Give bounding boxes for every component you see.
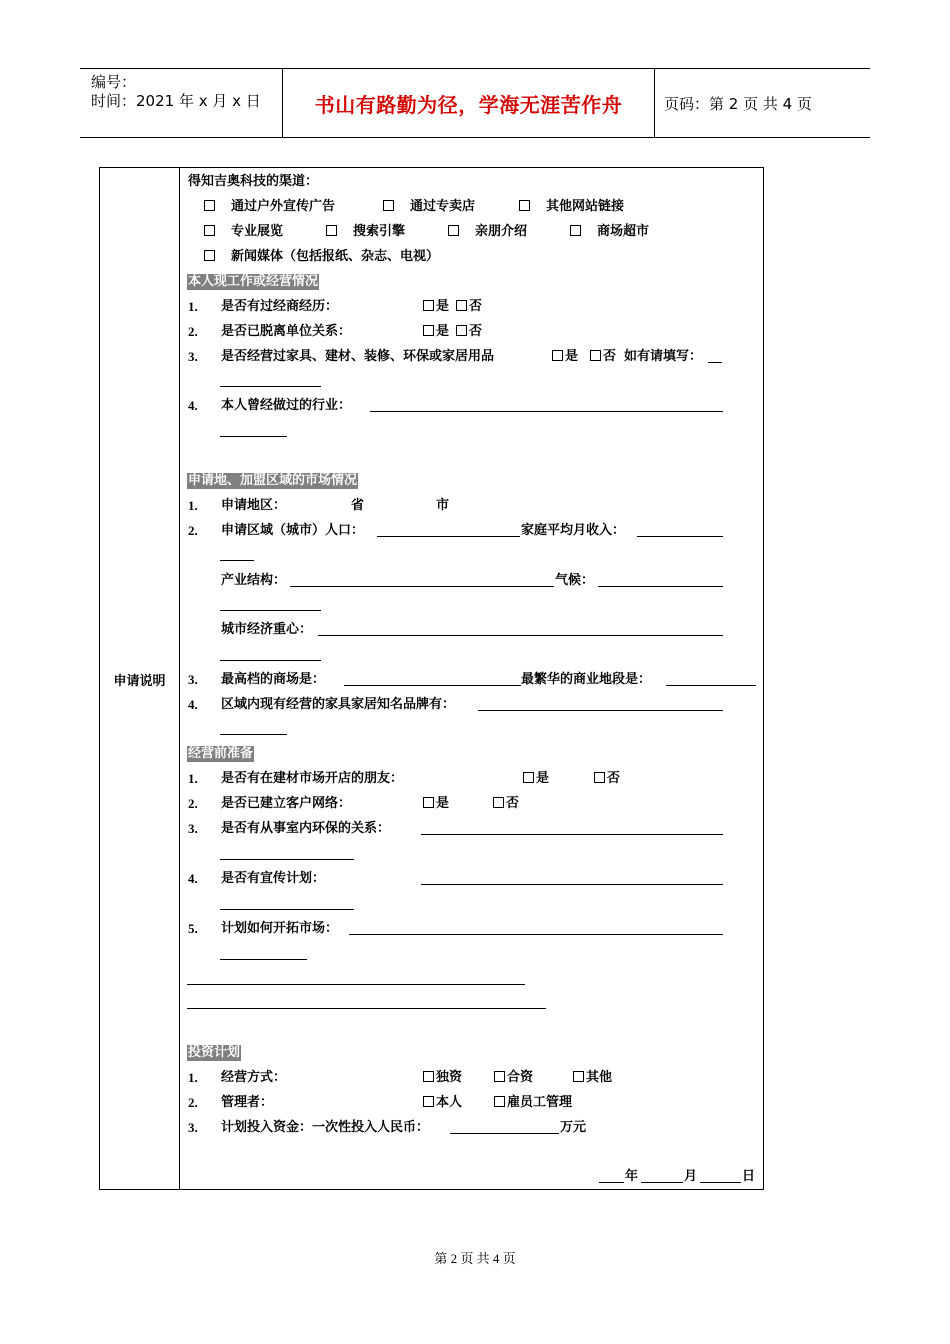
checkbox-icon[interactable] (423, 797, 434, 808)
question-label: 是否经营过家具、建材、装修、环保或家居用品 (221, 349, 495, 364)
question-label: 是否已脱离单位关系： (221, 324, 352, 339)
fill-line[interactable] (708, 362, 722, 363)
checkbox-icon[interactable] (423, 325, 434, 336)
year-fill-line[interactable] (599, 1182, 624, 1183)
option-joint[interactable]: 合资 (494, 1070, 533, 1086)
fill-line[interactable] (220, 959, 307, 960)
checkbox-icon[interactable] (456, 325, 467, 336)
question-label: 经营方式： (221, 1070, 287, 1085)
fill-line[interactable] (220, 909, 354, 910)
header-motto-cell (282, 69, 655, 137)
checkbox-icon[interactable] (204, 200, 215, 211)
checkbox-icon[interactable] (523, 772, 534, 783)
channel-option[interactable]: 专业展览 (204, 224, 283, 240)
city-label: 市 (436, 498, 450, 513)
fill-line[interactable] (220, 436, 287, 437)
page-header (80, 68, 870, 138)
month-fill-line[interactable] (641, 1182, 683, 1183)
option-employee[interactable]: 雇员工管理 (494, 1095, 572, 1111)
option-sole[interactable]: 独资 (423, 1070, 462, 1086)
question-label: 计划如何开拓市场： (221, 921, 339, 936)
fill-line[interactable] (370, 411, 723, 412)
checkbox-icon[interactable] (383, 200, 394, 211)
question-label: 管理者： (221, 1095, 274, 1110)
checkbox-icon[interactable] (590, 350, 601, 361)
income-label: 家庭平均月收入： (521, 523, 626, 538)
no-option[interactable]: 否 (590, 349, 616, 365)
fill-line[interactable] (187, 1008, 546, 1009)
question-label: 申请地区： (221, 498, 287, 513)
checkbox-icon[interactable] (594, 772, 605, 783)
fill-line[interactable] (318, 635, 723, 636)
question-label: 区域内现有经营的家具家居知名品牌有： (221, 697, 456, 712)
form-side-column (100, 168, 180, 1189)
checkbox-icon[interactable] (448, 225, 459, 236)
no-option[interactable]: 否 (594, 771, 620, 787)
channel-option[interactable]: 通过专卖店 (383, 199, 475, 215)
channel-option[interactable]: 其他网站链接 (519, 199, 624, 215)
fill-line[interactable] (421, 884, 723, 885)
channels-title: 得知吉奥科技的渠道： (188, 174, 319, 189)
year-label: 年 (625, 1169, 639, 1184)
unit-label: 万元 (560, 1120, 587, 1135)
checkbox-icon[interactable] (423, 1096, 434, 1107)
option-other[interactable]: 其他 (573, 1070, 612, 1086)
climate-label: 气候： (555, 573, 595, 588)
section-preparation: 经营前准备 (188, 746, 254, 761)
channel-option[interactable]: 搜索引擎 (326, 224, 405, 240)
checkbox-icon[interactable] (494, 1096, 505, 1107)
time-label: 时间：2021 年 x 月 x 日 (91, 92, 261, 110)
checkbox-icon[interactable] (204, 250, 215, 261)
checkbox-icon[interactable] (570, 225, 581, 236)
checkbox-icon[interactable] (423, 300, 434, 311)
header-page-cell (654, 69, 870, 137)
section-current-work: 本人现工作或经营情况 (188, 274, 319, 289)
no-option[interactable]: 否 (456, 324, 482, 340)
application-form (99, 167, 764, 1190)
question-label: 申请区域（城市）人口： (221, 523, 365, 538)
month-label: 月 (684, 1169, 698, 1184)
question-label: 是否有宣传计划： (221, 871, 326, 886)
checkbox-icon[interactable] (204, 225, 215, 236)
page-footer: 第 2 页 共 4 页 (434, 1251, 516, 1266)
fill-line[interactable] (220, 386, 321, 387)
question-label: 本人曾经做过的行业： (221, 398, 352, 413)
side-label: 申请说明 (113, 674, 166, 689)
fill-line[interactable] (637, 536, 723, 537)
checkbox-icon[interactable] (519, 200, 530, 211)
yes-option[interactable]: 是 (552, 349, 578, 365)
no-option[interactable]: 否 (493, 796, 519, 812)
section-market: 申请地、加盟区域的市场情况 (188, 473, 358, 488)
fill-line[interactable] (290, 586, 554, 587)
no-option[interactable]: 否 (456, 299, 482, 315)
form-content: 得知吉奥科技的渠道： 通过户外宣传广告 通过专卖店 其他网站链接 专业展览 搜索引擎 亲朋介绍 商场超市 新闻媒体（包括报纸、杂志、电视） 本人现工作或经营情况 1. 是否有过经商经历： 是 否 2. 是否已脱离单位关系： 是 否 3. 是否经营过家具、建材、装修、环保或家居用品 是 否 如有请填写： 4. 本人曾经做过的行业： 申请地、加盟区域的市场情况 1. 申请地区： 省 市 2. 申请区域（城市）人口： 家庭平均月收入： 产业结构： 气候： 城市经济重心： 3. 最高档的商场是： 最繁华的商业地段是： 4. 区域内现有经营的家具家居知名品牌有： 经营前准备 1. 是否有在建材市场开店的朋友： 是 否 2. 是否已建立客户网络： 是 否 3. 是否有从事室内环保的关系： 4. 是否有宣传计划： 5. 计划如何开拓市场： 投资计划 1. 经营方式： 独资 合资 其他 2. 管理者： 本人 雇员工管理 3. 计划投入资金：一次性投入人民币： 万元 年 月 日 (188, 174, 756, 1184)
question-label: 是否已建立客户网络： (221, 796, 352, 811)
fill-line[interactable] (450, 1133, 559, 1134)
question-label: 是否有过经商经历： (221, 299, 339, 314)
yes-option[interactable]: 是 (423, 324, 449, 340)
fill-line[interactable] (421, 834, 723, 835)
fill-line[interactable] (220, 610, 321, 611)
yes-option[interactable]: 是 (523, 771, 549, 787)
question-label: 产业结构： (221, 573, 287, 588)
district-label: 最繁华的商业地段是： (521, 672, 652, 687)
checkbox-icon[interactable] (326, 225, 337, 236)
fill-line[interactable] (220, 560, 254, 561)
fill-line[interactable] (598, 586, 723, 587)
code-label: 编号： (91, 73, 137, 91)
fill-line[interactable] (220, 859, 354, 860)
yes-option[interactable]: 是 (423, 796, 449, 812)
checkbox-icon[interactable] (423, 1071, 434, 1082)
checkbox-icon[interactable] (493, 797, 504, 808)
fill-line[interactable] (220, 734, 287, 735)
checkbox-icon[interactable] (494, 1071, 505, 1082)
section-investment: 投资计划 (188, 1045, 241, 1060)
fill-line[interactable] (187, 984, 525, 985)
checkbox-icon[interactable] (552, 350, 563, 361)
header-meta (80, 69, 282, 137)
fill-line[interactable] (349, 934, 723, 935)
fill-line[interactable] (666, 685, 756, 686)
page-info: 页码：第 2 页 共 4 页 (664, 94, 812, 113)
channel-option[interactable]: 亲朋介绍 (448, 224, 527, 240)
day-fill-line[interactable] (700, 1182, 741, 1183)
channel-option[interactable]: 新闻媒体（包括报纸、杂志、电视） (204, 249, 439, 265)
fill-line[interactable] (220, 660, 321, 661)
option-self[interactable]: 本人 (423, 1095, 462, 1111)
checkbox-icon[interactable] (456, 300, 467, 311)
question-label: 最高档的商场是： (221, 672, 326, 687)
question-label: 计划投入资金：一次性投入人民币： (221, 1120, 430, 1135)
yes-option[interactable]: 是 (423, 299, 449, 315)
channel-option[interactable]: 通过户外宣传广告 (204, 199, 335, 215)
question-label: 城市经济重心： (221, 622, 313, 637)
question-label: 是否有在建材市场开店的朋友： (221, 771, 404, 786)
fill-line[interactable] (344, 685, 521, 686)
day-label: 日 (742, 1169, 756, 1184)
fill-line[interactable] (478, 710, 723, 711)
province-label: 省 (351, 498, 365, 513)
channel-option[interactable]: 商场超市 (570, 224, 649, 240)
checkbox-icon[interactable] (573, 1071, 584, 1082)
fill-line[interactable] (377, 536, 520, 537)
fill-in-label: 如有请填写： (624, 349, 703, 364)
question-label: 是否有从事室内环保的关系： (221, 821, 391, 836)
motto: 书山有路勤为径，学海无涯苦作舟 (314, 92, 623, 117)
